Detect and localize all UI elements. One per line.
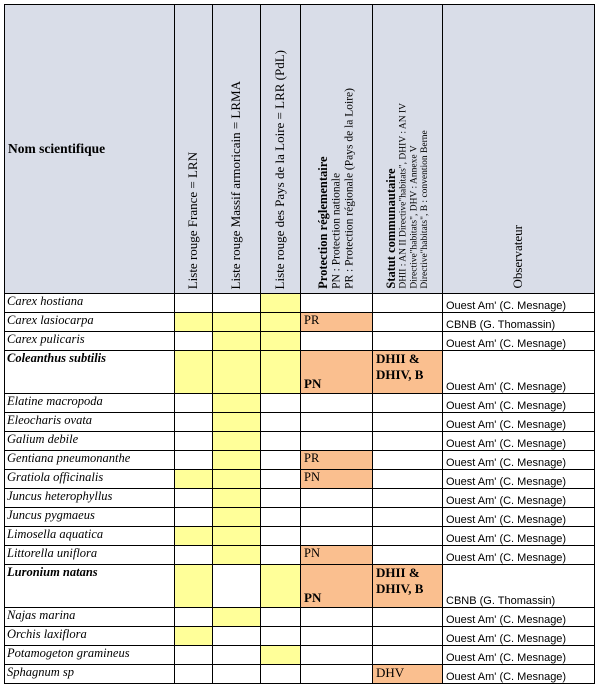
cell-statut [373,608,443,627]
header-statut [373,5,443,294]
header-lrr [261,5,301,294]
table-row [5,608,595,627]
cell-lrn [175,608,213,627]
cell-lrr [261,546,301,565]
cell-lrr [261,394,301,413]
table-row [5,665,595,684]
cell-observateur: Ouest Am' (C. Mesnage) [443,646,595,665]
cell-lrn [175,294,213,313]
cell-statut [373,413,443,432]
cell-observateur: Ouest Am' (C. Mesnage) [443,351,595,394]
cell-lrma [213,332,261,351]
cell-lrr [261,608,301,627]
cell-statut [373,646,443,665]
table-row [5,451,595,470]
cell-protection [301,432,373,451]
cell-lrma [213,489,261,508]
cell-observateur: Ouest Am' (C. Mesnage) [443,470,595,489]
cell-lrma [213,432,261,451]
cell-lrn [175,489,213,508]
cell-lrn [175,451,213,470]
cell-lrma [213,646,261,665]
table-row [5,432,595,451]
cell-observateur: Ouest Am' (C. Mesnage) [443,394,595,413]
table-row [5,646,595,665]
species-name: Sphagnum sp [5,665,175,684]
species-name: Juncus pygmaeus [5,508,175,527]
table-row [5,527,595,546]
cell-lrn [175,413,213,432]
cell-protection [301,646,373,665]
cell-lrma [213,665,261,684]
cell-statut [373,394,443,413]
cell-observateur: Ouest Am' (C. Mesnage) [443,627,595,646]
species-name: Luronium natans [5,565,175,608]
cell-lrn [175,665,213,684]
header-statut-line3: Directive"habitats", B : convention Berne [420,130,431,289]
cell-lrr [261,351,301,394]
cell-statut [373,313,443,332]
cell-lrma [213,608,261,627]
cell-lrr [261,489,301,508]
header-protection [301,5,373,294]
cell-lrn [175,394,213,413]
cell-lrn [175,351,213,394]
cell-protection [301,394,373,413]
table-row [5,332,595,351]
cell-statut [373,470,443,489]
header-observateur [443,5,595,294]
cell-statut [373,432,443,451]
species-name: Coleanthus subtilis [5,351,175,394]
cell-observateur: Ouest Am' (C. Mesnage) [443,665,595,684]
cell-lrn [175,432,213,451]
cell-lrma [213,313,261,332]
species-rows [5,294,595,684]
header-statut-line1: DHII : AN II Directive"habitats", DHIV : AN IV [398,103,409,289]
cell-protection: PN [301,470,373,489]
cell-statut [373,627,443,646]
cell-lrr [261,665,301,684]
cell-statut [373,294,443,313]
cell-lrma [213,413,261,432]
cell-protection [301,608,373,627]
cell-lrma [213,565,261,608]
cell-lrn [175,627,213,646]
species-name: Najas marina [5,608,175,627]
cell-protection [301,665,373,684]
header-lrr-label: Liste rouge des Pays de la Loire = LRR (PdL) [272,49,288,289]
cell-observateur: Ouest Am' (C. Mesnage) [443,508,595,527]
cell-statut [373,508,443,527]
cell-lrma [213,546,261,565]
cell-observateur: Ouest Am' (C. Mesnage) [443,527,595,546]
species-name: Gratiola officinalis [5,470,175,489]
species-name: Carex hostiana [5,294,175,313]
cell-protection: PR [301,313,373,332]
cell-observateur: Ouest Am' (C. Mesnage) [443,451,595,470]
cell-lrn [175,470,213,489]
cell-lrn [175,646,213,665]
cell-protection [301,332,373,351]
cell-statut: DHII & DHIV, B [373,351,443,394]
species-name: Galium debile [5,432,175,451]
cell-observateur: Ouest Am' (C. Mesnage) [443,608,595,627]
cell-observateur: Ouest Am' (C. Mesnage) [443,546,595,565]
table-row [5,470,595,489]
cell-statut: DHV [373,665,443,684]
cell-lrn [175,527,213,546]
cell-lrma [213,627,261,646]
table-row [5,413,595,432]
header-protection-title: Protection réglementaire [316,156,331,289]
table-row [5,565,595,608]
cell-protection [301,489,373,508]
cell-observateur: Ouest Am' (C. Mesnage) [443,413,595,432]
species-name: Littorella uniflora [5,546,175,565]
cell-observateur: Ouest Am' (C. Mesnage) [443,332,595,351]
cell-protection [301,527,373,546]
header-lrn-label: Liste rouge France = LRN [185,151,201,289]
cell-lrr [261,646,301,665]
table-row [5,294,595,313]
cell-lrr [261,332,301,351]
cell-protection: PN [301,351,373,394]
cell-protection [301,413,373,432]
cell-protection: PN [301,565,373,608]
header-observateur-label: Observateur [510,225,526,289]
cell-lrma [213,394,261,413]
table-row [5,627,595,646]
species-name: Eleocharis ovata [5,413,175,432]
cell-protection: PR [301,451,373,470]
cell-statut: DHII & DHIV, B [373,565,443,608]
table-row [5,489,595,508]
header-protection-pr: PR : Protection régionale (Pays de la Loire) [343,88,356,289]
cell-lrr [261,470,301,489]
cell-statut [373,451,443,470]
species-name: Elatine macropoda [5,394,175,413]
cell-lrn [175,565,213,608]
cell-lrma [213,351,261,394]
cell-lrn [175,546,213,565]
cell-lrr [261,413,301,432]
cell-lrr [261,294,301,313]
species-name: Carex lasiocarpa [5,313,175,332]
cell-lrr [261,432,301,451]
species-name: Potamogeton gramineus [5,646,175,665]
species-name: Gentiana pneumonanthe [5,451,175,470]
cell-protection [301,508,373,527]
cell-lrr [261,627,301,646]
cell-lrn [175,332,213,351]
cell-protection [301,627,373,646]
cell-lrr [261,313,301,332]
species-name: Juncus heterophyllus [5,489,175,508]
cell-observateur: CBNB (G. Thomassin) [443,565,595,608]
header-protection-pn: PN : Protection nationale [330,173,343,289]
cell-lrma [213,508,261,527]
cell-observateur: Ouest Am' (C. Mesnage) [443,432,595,451]
cell-observateur: CBNB (G. Thomassin) [443,313,595,332]
cell-lrn [175,508,213,527]
header-lrma [213,5,261,294]
cell-statut [373,489,443,508]
header-statut-title: Statut communautaire [383,168,398,289]
header-row [5,5,595,294]
cell-lrr [261,565,301,608]
cell-observateur: Ouest Am' (C. Mesnage) [443,489,595,508]
cell-lrr [261,451,301,470]
table-row [5,546,595,565]
species-table [4,4,595,684]
table-row [5,351,595,394]
cell-observateur: Ouest Am' (C. Mesnage) [443,294,595,313]
table-row [5,394,595,413]
table-row [5,508,595,527]
cell-lrn [175,313,213,332]
header-lrn [175,5,213,294]
species-name: Orchis laxiflora [5,627,175,646]
cell-statut [373,527,443,546]
cell-lrma [213,470,261,489]
cell-protection: PN [301,546,373,565]
cell-lrma [213,527,261,546]
cell-lrma [213,451,261,470]
header-nom-scientifique: Nom scientifique [5,5,175,294]
cell-protection [301,294,373,313]
species-name: Carex pulicaris [5,332,175,351]
cell-statut [373,546,443,565]
cell-lrr [261,527,301,546]
header-statut-line2: Directive"habitats", DHV : Annexe V [409,145,420,289]
table-row [5,313,595,332]
header-lrma-label: Liste rouge Massif armoricain = LRMA [228,80,244,289]
cell-lrr [261,508,301,527]
cell-lrma [213,294,261,313]
cell-statut [373,332,443,351]
species-name: Limosella aquatica [5,527,175,546]
